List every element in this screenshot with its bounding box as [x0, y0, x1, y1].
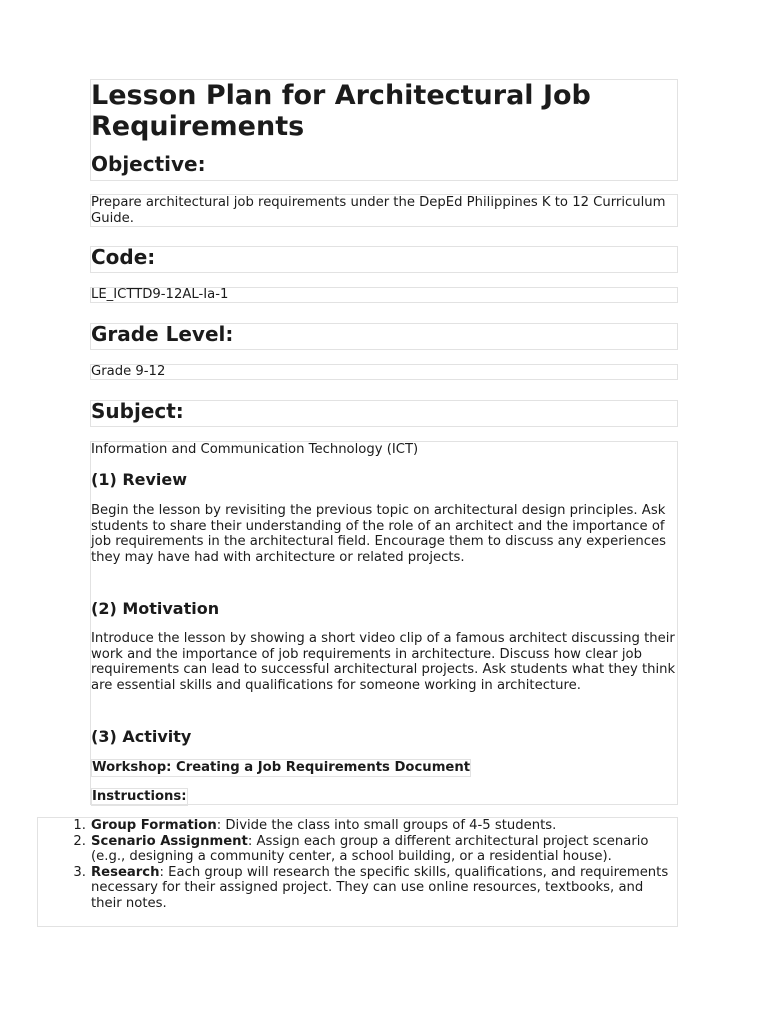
lesson-content-box	[90, 441, 678, 805]
grade-text-box	[90, 364, 678, 380]
list-item-number: 2.	[73, 833, 86, 849]
grade-heading-box	[90, 323, 678, 350]
instructions-list-box	[37, 817, 678, 927]
objective-text: Prepare architectural job requirements under the DepEd Philippines K to 12 Curriculum Guide.	[91, 195, 666, 226]
workshop-title-text: Workshop: Creating a Job Requirements Document	[92, 760, 471, 775]
review-heading: (1) Review	[91, 470, 188, 489]
subject-text: Information and Communication Technology (ICT)	[91, 442, 419, 457]
list-item-label: Group Formation	[91, 818, 217, 833]
activity-heading: (3) Activity	[91, 727, 192, 746]
list-item-number: 1.	[73, 818, 86, 833]
instructions-label-text: Instructions:	[92, 789, 187, 804]
list-item	[38, 865, 673, 912]
page-title: Lesson Plan for Architectural Job Requirements	[91, 80, 591, 142]
motivation-heading: (2) Motivation	[91, 599, 220, 618]
review-text: Begin the lesson by revisiting the previous topic on architectural design principles. Ask students to share their understanding of the role of an architect and the importance of job requirements in the architectural field. Encourage them to discuss any experiences they may have had with architecture or related projects.	[91, 503, 667, 565]
list-item-number: 3.	[73, 864, 86, 880]
workshop-title	[91, 759, 471, 777]
subject-heading-box	[90, 400, 678, 427]
list-item	[38, 818, 673, 834]
code-heading: Code:	[91, 245, 156, 269]
grade-level-text: Grade 9-12	[91, 364, 166, 379]
title-section	[90, 79, 678, 181]
instructions-label	[91, 788, 188, 806]
grade-level-heading: Grade Level:	[91, 322, 234, 346]
code-heading-box	[90, 246, 678, 273]
list-item-text: : Divide the class into small groups of 4-5 students.	[216, 818, 557, 833]
instructions-list	[38, 818, 673, 911]
list-item-text: : Assign each group a different architectural project scenario (e.g., designing a community center, a school building, or a residential house).	[91, 833, 649, 864]
objective-heading: Objective:	[91, 152, 206, 176]
motivation-text: Introduce the lesson by showing a short video clip of a famous architect discussing their work and the importance of job requirements in architecture. Discuss how clear job requirements can lead to successful architectural projects. Ask students what they think are essential skills and qualifications for someone working in architecture.	[91, 631, 676, 693]
list-item-label: Scenario Assignment	[91, 833, 248, 849]
list-item-label: Research	[91, 864, 160, 880]
code-text-box	[90, 287, 678, 303]
objective-text-box	[90, 194, 678, 227]
list-item-text: : Each group will research the specific skills, qualifications, and requirements necessary for their assigned project. They can use online resources, textbooks, and their notes.	[91, 864, 669, 911]
list-item	[38, 834, 673, 865]
code-text: LE_ICTTD9-12AL-Ia-1	[91, 287, 229, 302]
subject-heading: Subject:	[91, 399, 184, 423]
